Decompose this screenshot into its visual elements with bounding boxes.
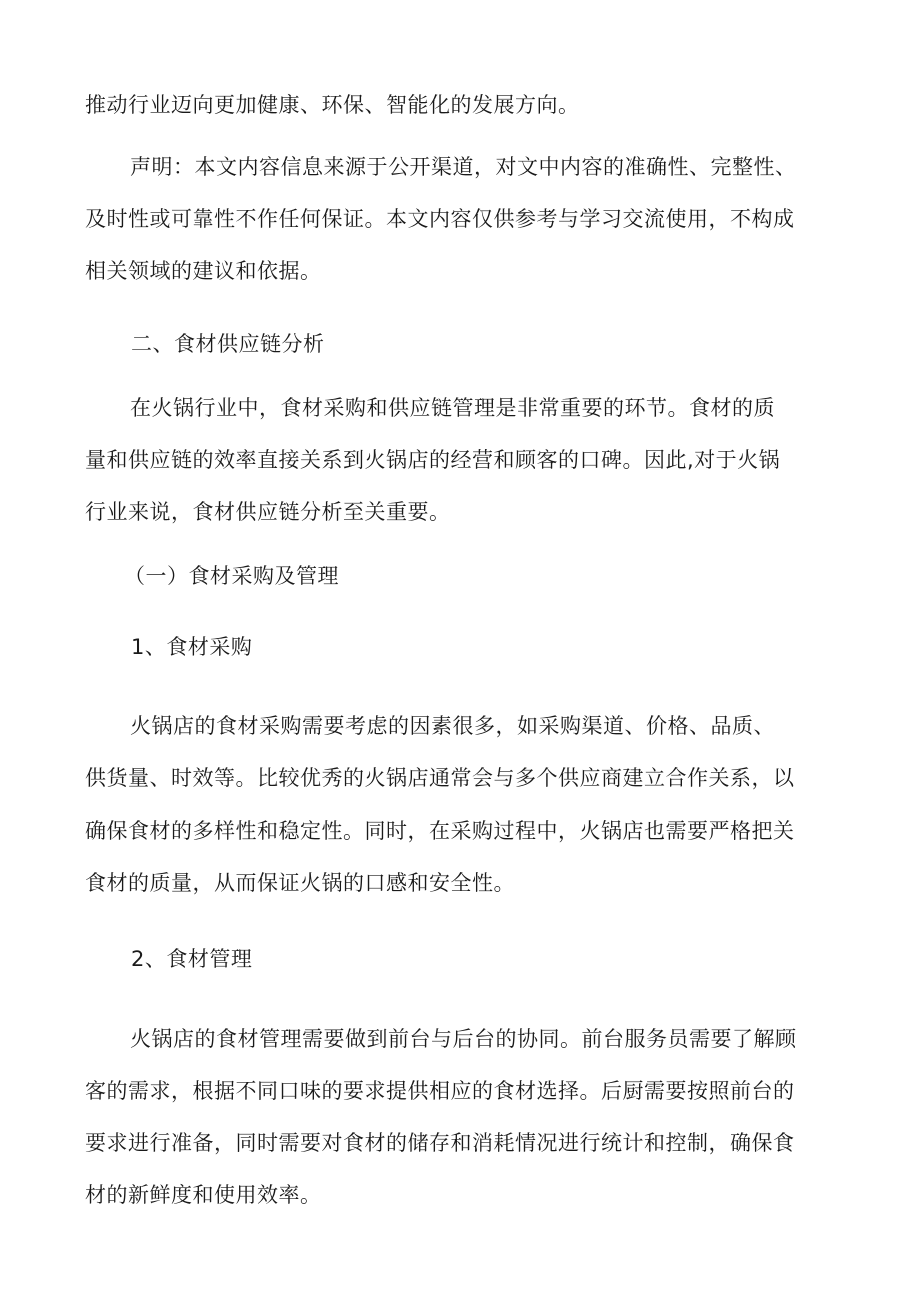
item1-body-line-3: 确保食材的多样性和稳定性。同时，在采购过程中，火锅店也需要严格把关: [85, 819, 795, 843]
disclaimer-line-2: 及时性或可靠性不作任何保证。本文内容仅供参考与学习交流使用，不构成: [85, 207, 795, 231]
section-heading: 二、食材供应链分析: [131, 332, 325, 356]
intro-tail-line: 推动行业迈向更加健康、环保、智能化的发展方向。: [85, 93, 580, 117]
subsection-heading: （一）食材采购及管理: [124, 564, 339, 588]
item2-body-line-4: 材的新鲜度和使用效率。: [85, 1183, 322, 1207]
item2-body-line-3: 要求进行准备，同时需要对食材的储存和消耗情况进行统计和控制，确保食: [85, 1131, 795, 1155]
item1-body-line-4: 食材的质量，从而保证火锅的口感和安全性。: [85, 871, 515, 895]
disclaimer-line-3: 相关领域的建议和依据。: [85, 259, 322, 283]
item2-body-line-1: 火锅店的食材管理需要做到前台与后台的协同。前台服务员需要了解顾: [130, 1027, 797, 1051]
item2-heading: 2、食材管理: [131, 947, 253, 971]
item1-body-line-2: 供货量、时效等。比较优秀的火锅店通常会与多个供应商建立合作关系，以: [85, 766, 795, 790]
section-intro-line-3: 行业来说，食材供应链分析至关重要。: [85, 500, 451, 524]
section-intro-line-2: 量和供应链的效率直接关系到火锅店的经营和顾客的口碑。因此,对于火锅: [85, 448, 781, 472]
item1-body-line-1: 火锅店的食材采购需要考虑的因素很多，如采购渠道、价格、品质、: [130, 714, 775, 738]
section-intro-line-1: 在火锅行业中，食材采购和供应链管理是非常重要的环节。食材的质: [130, 396, 775, 420]
item1-heading: 1、食材采购: [131, 635, 253, 659]
disclaimer-line-1: 声明：本文内容信息来源于公开渠道，对文中内容的准确性、完整性、: [130, 155, 797, 179]
item2-body-line-2: 客的需求，根据不同口味的要求提供相应的食材选择。后厨需要按照前台的: [85, 1079, 795, 1103]
